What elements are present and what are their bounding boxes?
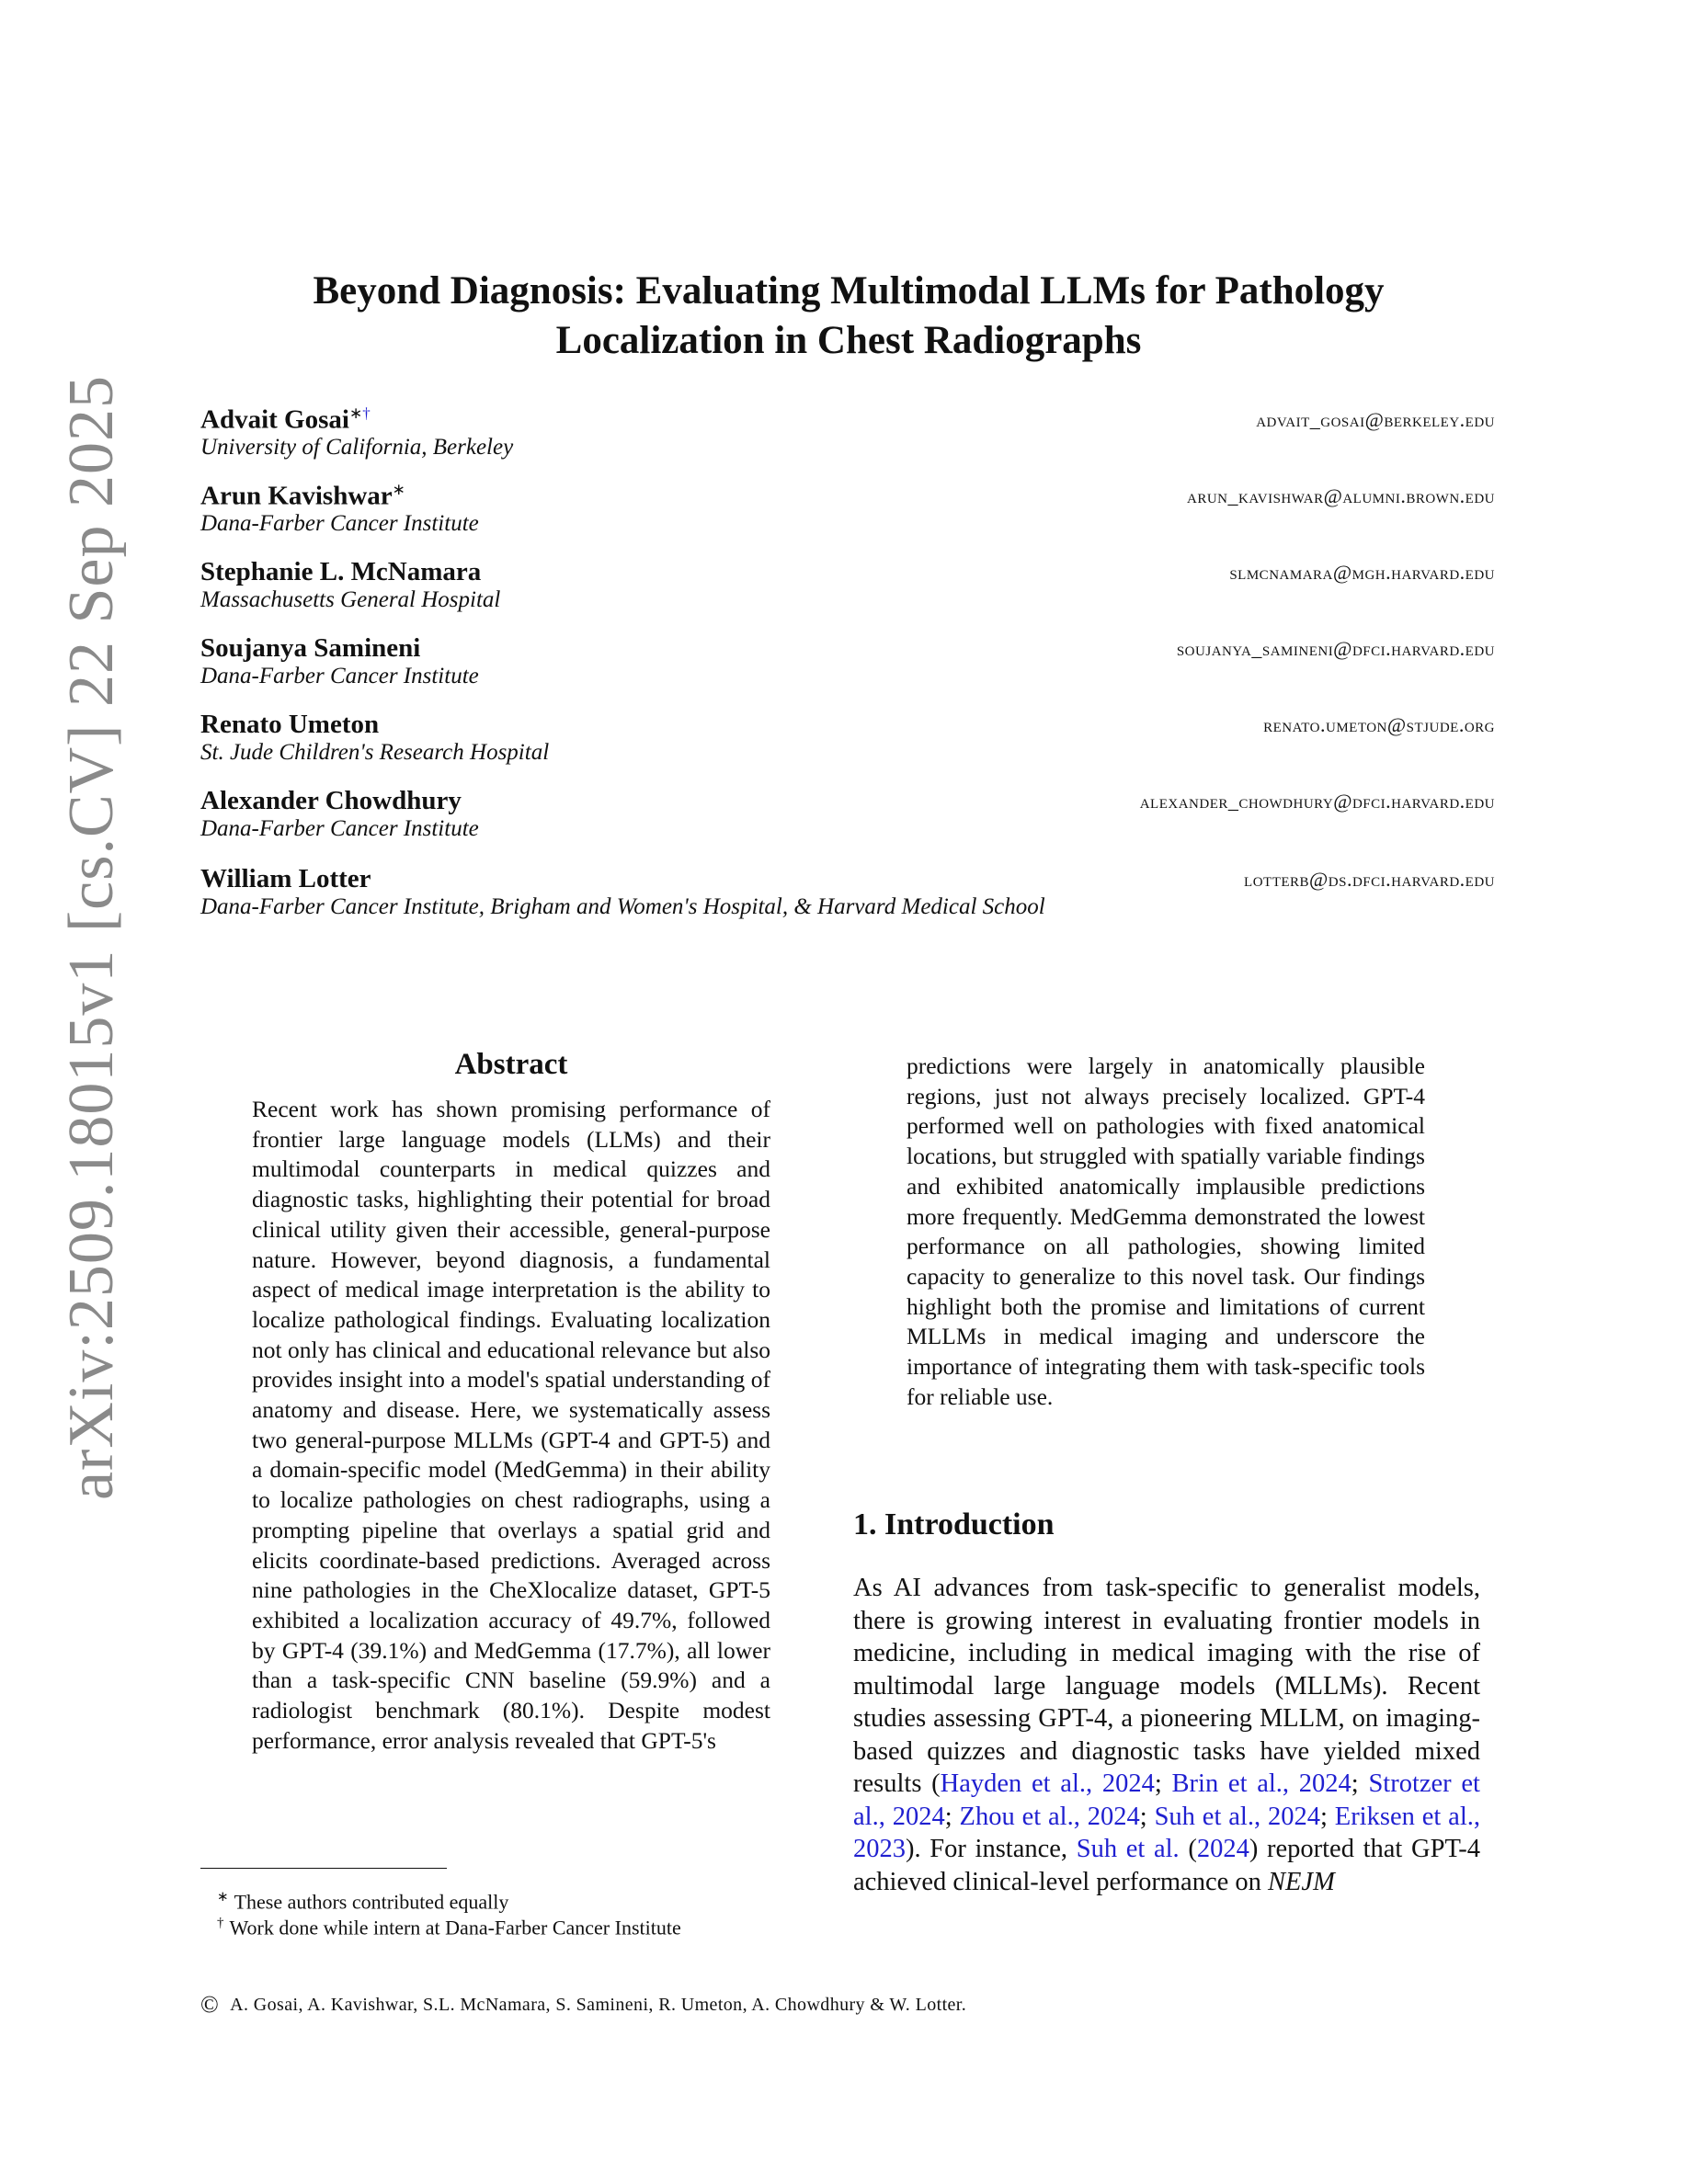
author-block <box>200 557 1495 625</box>
author-email[interactable]: alexander_chowdhury@dfci.harvard.edu <box>1139 790 1495 813</box>
author-affiliation: University of California, Berkeley <box>200 435 514 460</box>
footnote: † Work done while intern at Dana-Farber Cancer Institute <box>217 1916 681 1939</box>
author-name: Arun Kavishwar∗ <box>200 481 405 511</box>
author-block <box>200 481 1495 549</box>
author-block <box>200 864 1495 932</box>
citation-link[interactable]: Hayden et al., 2024 <box>940 1769 1155 1798</box>
citation-link[interactable]: 2024 <box>1196 1835 1249 1863</box>
title-line-2: Localization in Chest Radiographs <box>555 319 1142 362</box>
author-name: Renato Umeton <box>200 710 380 739</box>
author-email[interactable]: renato.umeton@stjude.org <box>1263 713 1495 736</box>
author-name: Alexander Chowdhury <box>200 786 462 815</box>
footnote-divider <box>200 1868 447 1869</box>
author-affiliation: St. Jude Children's Research Hospital <box>200 740 550 765</box>
author-name: Soujanya Samineni <box>200 633 421 663</box>
citation-link[interactable]: Zhou et al., 2024 <box>959 1802 1140 1831</box>
abstract-text-part-2: predictions were largely in anatomically plausible regions, just not always precisely localized. GPT-4 performed well on pathologies with fixed anatomical locations, but struggled with spatially variable findings and exhibited anatomically implausible predictions more frequently. MedGemma demonstrated the lowest performance on all pathologies, showing limited capacity to generalize to this novel task. Our findings highlight both the promise and limitations of current MLLMs in medical imaging and underscore the importance of integrating them with task-specific tools for reliable use. <box>907 1052 1425 1410</box>
author-block <box>200 786 1495 854</box>
author-name: William Lotter <box>200 864 371 893</box>
arxiv-identifier: arXiv:2509.18015v1 [cs.CV] 22 Sep 2025 <box>56 374 127 1501</box>
abstract-heading: Abstract <box>454 1048 568 1081</box>
author-email[interactable]: soujanya_samineni@dfci.harvard.edu <box>1176 637 1495 660</box>
author-name: Stephanie L. McNamara <box>200 557 482 586</box>
author-block <box>200 710 1495 778</box>
copyright-icon: © <box>200 1991 220 2018</box>
copyright-line: © A. Gosai, A. Kavishwar, S.L. McNamara, S. Samineni, R. Umeton, A. Chowdhury & W. Lotter. <box>200 1991 967 2018</box>
section-heading-introduction: 1. Introduction <box>853 1507 1055 1541</box>
citation-link[interactable]: Eriksen et al., 2023 <box>853 1802 1481 1863</box>
footnote: ∗ These authors contributed equally <box>217 1890 509 1914</box>
author-affiliation: Massachusetts General Hospital <box>200 587 501 612</box>
citation-link[interactable]: Suh et al., 2024 <box>1154 1802 1320 1831</box>
citation-link[interactable]: Suh et al. <box>1076 1835 1180 1863</box>
author-affiliation: Dana-Farber Cancer Institute <box>200 816 479 841</box>
title-line-1: Beyond Diagnosis: Evaluating Multimodal LLMs for Pathology <box>313 269 1385 313</box>
abstract-text-part-1: Recent work has shown promising performance of frontier large language models (LLMs) and their multimodal counterparts in medical quizzes and diagnostic tasks, highlighting their potential for broad clinical utility given their accessible, general-purpose nature. However, beyond diagnosis, a fundamental aspect of medical image interpretation is the ability to localize pathological findings. Evaluating localization not only has clinical and educational relevance but also provides insight into a model's spatial understanding of anatomy and disease. Here, we systematically assess two general-purpose MLLMs (GPT-4 and GPT-5) and a domain-specific model (MedGemma) in their ability to localize pathologies on chest radiographs, using a prompting pipeline that overlays a spatial grid and elicits coordinate-based predictions. Averaged across nine pathologies in the CheXlocalize dataset, GPT-5 exhibited a localization accuracy of 49.7%, followed by GPT-4 (39.1%) and MedGemma (17.7%), all lower than a task-specific CNN baseline (59.9%) and a radiologist benchmark (80.1%). Despite modest performance, error analysis revealed that GPT-5's <box>252 1096 770 1754</box>
author-email[interactable]: arun_kavishwar@alumni.brown.edu <box>1187 484 1495 507</box>
citation-link[interactable]: Strotzer et al., 2024 <box>853 1769 1480 1831</box>
paper-title <box>200 267 1497 366</box>
author-affiliation: Dana-Farber Cancer Institute <box>200 511 479 536</box>
author-email[interactable]: slmcnamara@mgh.harvard.edu <box>1229 561 1495 584</box>
author-affiliation: Dana-Farber Cancer Institute, Brigham and Women's Hospital, & Harvard Medical School <box>200 894 1045 919</box>
author-affiliation: Dana-Farber Cancer Institute <box>200 664 479 688</box>
introduction-paragraph: As AI advances from task-specific to generalist models, there is growing interest in evaluating frontier models in medicine, including in medical imaging with the rise of multimodal large language models (MLLMs). Recent studies assessing GPT-4, a pioneering MLLM, on imaging-based quizzes and diagnostic tasks have yielded mixed results (Hayden et al., 2024; Brin et al., 2024; Strotzer et al., 2024; Zhou et al., 2024; Suh et al., 2024; Eriksen et al., 2023). For instance, Suh et al. (2024) reported that GPT-4 achieved clinical-level performance on NEJM <box>853 1574 1481 1896</box>
author-email[interactable]: lotterb@ds.dfci.harvard.edu <box>1244 868 1495 891</box>
citation-link[interactable]: Brin et al., 2024 <box>1171 1769 1352 1798</box>
author-name: Advait Gosai∗† <box>200 404 371 435</box>
author-block <box>200 633 1495 701</box>
author-email[interactable]: advait_gosai@berkeley.edu <box>1256 408 1495 431</box>
author-block <box>200 404 1495 472</box>
